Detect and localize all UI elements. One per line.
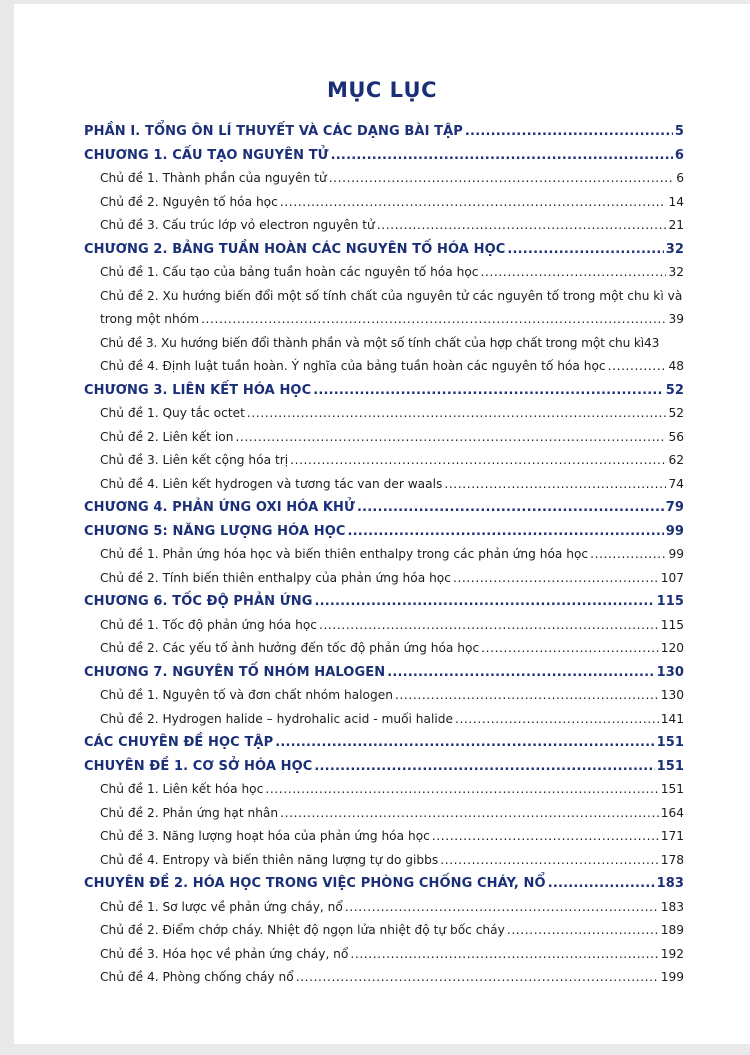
- toc-topic-entry[interactable]: [84, 355, 684, 379]
- leader-dots: [201, 308, 666, 332]
- leader-dots: [453, 567, 659, 591]
- toc-entry-text: CHƯƠNG 6. TỐC ĐỘ PHẢN ỨNG: [84, 594, 313, 609]
- leader-dots: [357, 496, 664, 520]
- toc-page-number: 189: [660, 923, 684, 937]
- toc-topic-entry[interactable]: [84, 849, 684, 873]
- leader-dots: [275, 731, 654, 755]
- leader-dots: [432, 825, 659, 849]
- leader-dots: [345, 896, 659, 920]
- page-title: MỤC LỤC: [326, 78, 438, 102]
- toc-entry-text: Chủ đề 3. Xu hướng biến đổi thành phần và một số tính chất của hợp chất trong một chu kì: [100, 335, 645, 350]
- leader-dots: [247, 402, 667, 426]
- toc-entry-text: CHƯƠNG 5: NĂNG LƯỢNG HÓA HỌC: [84, 523, 346, 539]
- toc-entry-text: Chủ đề 1. Liên kết hóa học: [100, 782, 264, 796]
- toc-topic-entry[interactable]: [84, 802, 684, 826]
- toc-topic-entry[interactable]: [84, 943, 684, 967]
- toc-entry-text: Chủ đề 2. Liên kết ion: [100, 429, 234, 444]
- toc-entry-text: Chủ đề 3. Năng lượng hoạt hóa của phản ứng hóa học: [100, 829, 430, 843]
- toc-entry-text: Chủ đề 1. Sơ lược về phản ứng cháy, nổ: [100, 899, 343, 914]
- toc-topic-entry[interactable]: [84, 332, 684, 356]
- toc-entry-text: Chủ đề 1. Phản ứng hóa học và biến thiên enthalpy trong các phản ứng hóa học: [100, 547, 589, 561]
- leader-dots: [329, 167, 675, 191]
- toc-entry-text: PHẦN I. TỔNG ÔN LÍ THUYẾT VÀ CÁC DẠNG BÀI TẬP: [84, 124, 463, 139]
- toc-page-number: 14: [668, 194, 684, 209]
- leader-dots: [395, 684, 659, 708]
- leader-dots: [331, 144, 673, 168]
- toc-page-number: 115: [656, 594, 684, 609]
- toc-entry-text: trong một nhóm: [100, 312, 200, 326]
- toc-page-number: 171: [660, 829, 684, 843]
- toc-page-number: 56: [668, 429, 684, 444]
- leader-dots: [387, 661, 654, 685]
- toc-chapter-entry[interactable]: [84, 496, 684, 520]
- toc-topic-entry[interactable]: [84, 567, 684, 591]
- leader-dots: [465, 120, 673, 144]
- document-page: [14, 4, 750, 1044]
- toc-page-number: 52: [668, 406, 684, 420]
- toc-page-number: 199: [660, 970, 684, 984]
- toc-topic-entry[interactable]: [84, 449, 684, 473]
- toc-chapter-entry[interactable]: [84, 379, 684, 403]
- toc-entry-text: Chủ đề 1. Cấu tạo của bảng tuần hoàn các nguyên tố hóa học: [100, 265, 479, 279]
- toc-chapter-entry[interactable]: [84, 661, 684, 685]
- leader-dots: [280, 191, 667, 215]
- toc-page-number: 21: [668, 218, 684, 232]
- toc-chapter-entry[interactable]: [84, 731, 684, 755]
- toc-page-number: 141: [660, 711, 684, 726]
- toc-entry-text: CHUYÊN ĐỀ 2. HÓA HỌC TRONG VIỆC PHÒNG CHỐNG CHÁY, NỔ: [84, 876, 546, 891]
- toc-topic-entry[interactable]: [84, 261, 684, 285]
- leader-dots: [377, 214, 667, 238]
- toc-topic-entry[interactable]: [84, 285, 684, 309]
- toc-entry-text: Chủ đề 2. Các yếu tố ảnh hưởng đến tốc độ phản ứng hóa học: [100, 641, 480, 655]
- toc-page-number: 192: [660, 946, 684, 961]
- leader-dots: [348, 520, 664, 544]
- toc-chapter-entry[interactable]: [84, 872, 684, 896]
- toc-topic-entry[interactable]: [84, 778, 684, 802]
- toc-page-number: 48: [668, 359, 684, 373]
- toc-page-number: 6: [674, 147, 684, 163]
- toc-entry-text: Chủ đề 3. Liên kết cộng hóa trị: [100, 453, 289, 467]
- leader-dots: [455, 708, 659, 732]
- toc-topic-entry[interactable]: [84, 543, 684, 567]
- leader-dots: [313, 379, 663, 403]
- leader-dots: [265, 778, 658, 802]
- toc-entry-text: CHƯƠNG 2. BẢNG TUẦN HOÀN CÁC NGUYÊN TỐ HÓA HỌC: [84, 241, 506, 257]
- toc-entry-text: Chủ đề 4. Entropy và biến thiên năng lượng tự do gibbs: [100, 852, 439, 867]
- leader-dots: [280, 802, 659, 826]
- toc-entry-text: Chủ đề 4. Liên kết hydrogen và tương tác van der waals: [100, 476, 443, 491]
- toc-page-number: 130: [660, 688, 684, 702]
- toc-page-number: 32: [668, 265, 684, 279]
- toc-entry-text: Chủ đề 4. Định luật tuần hoàn. Ý nghĩa của bảng tuần hoàn các nguyên tố hóa học: [100, 359, 606, 373]
- toc-page-number: 39: [668, 312, 684, 326]
- leader-dots: [314, 590, 654, 614]
- toc-page-number: 120: [660, 641, 684, 655]
- toc-entry-text: Chủ đề 1. Nguyên tố và đơn chất nhóm halogen: [100, 688, 393, 702]
- toc-entry-text: Chủ đề 2. Xu hướng biến đổi một số tính chất của nguyên tử các nguyên tố trong một chu kì và: [100, 288, 683, 303]
- toc-page-number: 183: [656, 876, 684, 891]
- toc-entry-text: CHUYÊN ĐỀ 1. CƠ SỞ HÓA HỌC: [84, 758, 313, 774]
- leader-dots: [507, 919, 659, 943]
- toc-chapter-entry[interactable]: [84, 520, 684, 544]
- toc-topic-entry[interactable]: [84, 919, 684, 943]
- toc-entry-text: CHƯƠNG 3. LIÊN KẾT HÓA HỌC: [84, 382, 312, 398]
- toc-entry-text: Chủ đề 2. Tính biến thiên enthalpy của phản ứng hóa học: [100, 570, 451, 585]
- leader-dots: [590, 543, 666, 567]
- leader-dots: [444, 473, 666, 497]
- toc-page-number: 99: [668, 547, 684, 561]
- toc-chapter-entry[interactable]: [84, 144, 684, 168]
- toc-topic-entry[interactable]: [84, 426, 684, 450]
- toc-topic-entry-continued[interactable]: [84, 308, 684, 332]
- toc-chapter-entry[interactable]: [84, 755, 684, 779]
- toc-entry-text: Chủ đề 1. Tốc độ phản ứng hóa học: [100, 617, 317, 632]
- toc-topic-entry[interactable]: [84, 614, 684, 638]
- toc-page-number: 151: [656, 758, 684, 774]
- toc-entry-text: Chủ đề 2. Nguyên tố hóa học: [100, 194, 278, 209]
- toc-page-number: 115: [660, 617, 684, 632]
- toc-page-number: 99: [665, 523, 684, 539]
- table-of-contents: [84, 120, 684, 990]
- toc-page-number: 43: [644, 335, 660, 350]
- toc-entry-text: Chủ đề 3. Hóa học về phản ứng cháy, nổ: [100, 946, 349, 961]
- toc-topic-entry[interactable]: [84, 167, 684, 191]
- toc-topic-entry[interactable]: [84, 191, 684, 215]
- toc-topic-entry[interactable]: [84, 825, 684, 849]
- toc-entry-text: Chủ đề 3. Cấu trúc lớp vỏ electron nguyên tử: [100, 218, 375, 232]
- leader-dots: [481, 637, 659, 661]
- toc-topic-entry[interactable]: [84, 402, 684, 426]
- toc-topic-entry[interactable]: [84, 966, 684, 990]
- leader-dots: [440, 849, 658, 873]
- toc-entry-text: Chủ đề 2. Phản ứng hạt nhân: [100, 805, 279, 820]
- toc-page-number: 32: [665, 241, 684, 257]
- toc-entry-text: CHƯƠNG 7. NGUYÊN TỐ NHÓM HALOGEN: [84, 664, 386, 680]
- toc-entry-text: Chủ đề 4. Phòng chống cháy nổ: [100, 970, 294, 984]
- toc-page-number: 151: [660, 782, 684, 796]
- toc-topic-entry[interactable]: [84, 708, 684, 732]
- leader-dots: [608, 355, 667, 379]
- toc-topic-entry[interactable]: [84, 214, 684, 238]
- leader-dots: [236, 426, 667, 450]
- leader-dots: [290, 449, 666, 473]
- toc-page-number: 183: [660, 899, 684, 914]
- toc-page-number: 5: [674, 124, 684, 139]
- toc-topic-entry[interactable]: [84, 637, 684, 661]
- toc-chapter-entry[interactable]: [84, 590, 684, 614]
- toc-topic-entry[interactable]: [84, 684, 684, 708]
- toc-page-number: 164: [660, 805, 684, 820]
- leader-dots: [350, 943, 658, 967]
- leader-dots: [296, 966, 659, 990]
- toc-entry-text: CÁC CHUYÊN ĐỀ HỌC TẬP: [84, 735, 274, 750]
- toc-entry-text: Chủ đề 2. Điểm chớp cháy. Nhiệt độ ngọn lửa nhiệt độ tự bốc cháy: [100, 923, 505, 937]
- toc-chapter-entry[interactable]: [84, 120, 684, 144]
- toc-entry-text: Chủ đề 2. Hydrogen halide – hydrohalic acid - muối halide: [100, 711, 453, 726]
- leader-dots: [314, 755, 654, 779]
- toc-entry-text: Chủ đề 1. Quy tắc octet: [100, 406, 245, 420]
- leader-dots: [319, 614, 659, 638]
- toc-page-number: 130: [656, 664, 684, 680]
- toc-page-number: 52: [665, 382, 684, 398]
- toc-chapter-entry[interactable]: [84, 238, 684, 262]
- toc-page-number: 178: [660, 852, 684, 867]
- toc-page-number: 6: [676, 171, 684, 185]
- toc-page-number: 74: [668, 476, 684, 491]
- toc-topic-entry[interactable]: [84, 896, 684, 920]
- leader-dots: [480, 261, 666, 285]
- toc-page-number: 62: [668, 453, 684, 467]
- toc-entry-text: CHƯƠNG 4. PHẢN ỨNG OXI HÓA KHỬ: [84, 500, 355, 515]
- toc-page-number: 107: [660, 570, 684, 585]
- toc-topic-entry[interactable]: [84, 473, 684, 497]
- toc-page-number: 79: [665, 500, 684, 515]
- leader-dots: [548, 872, 655, 896]
- toc-entry-text: CHƯƠNG 1. CẤU TẠO NGUYÊN TỬ: [84, 147, 329, 163]
- toc-page-number: 151: [656, 735, 684, 750]
- leader-dots: [507, 238, 663, 262]
- toc-entry-text: Chủ đề 1. Thành phần của nguyên tử: [100, 171, 327, 185]
